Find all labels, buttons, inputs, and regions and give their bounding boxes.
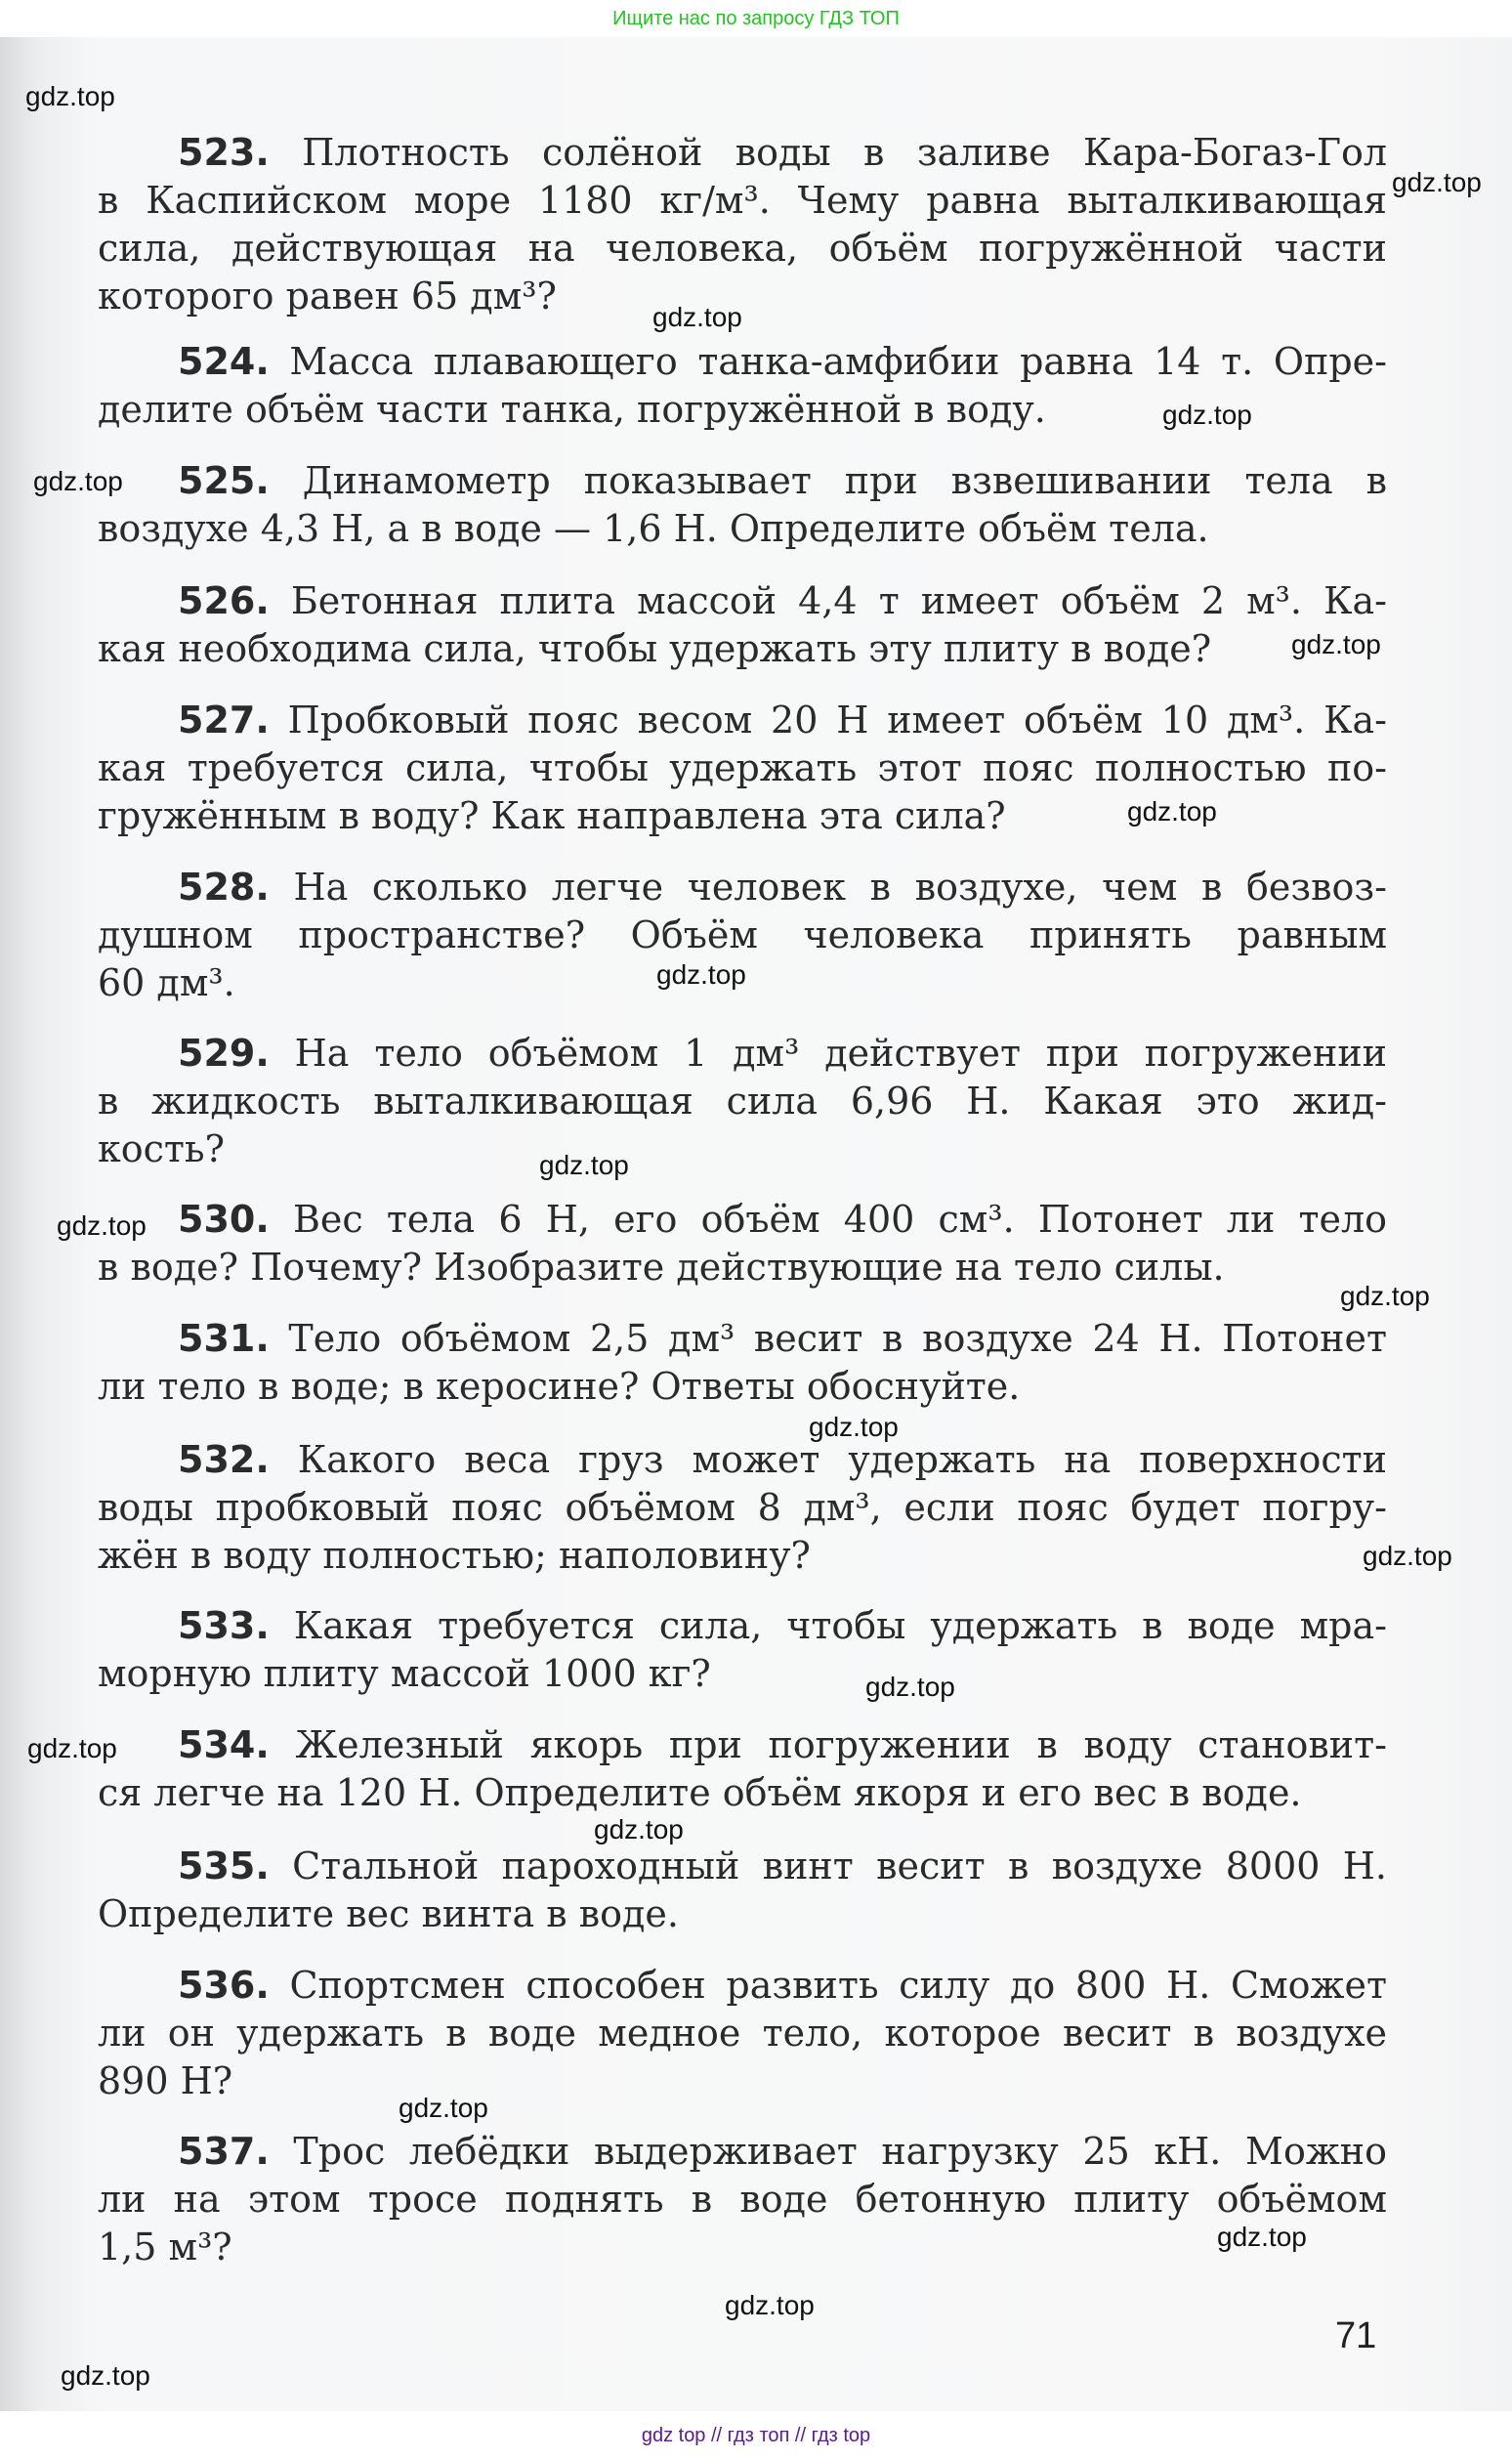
problem-number: 529. <box>178 1032 270 1075</box>
watermark: gdz.top <box>809 1412 899 1442</box>
problem-number: 532. <box>178 1438 270 1481</box>
watermark: gdz.top <box>57 1210 147 1241</box>
problem-number: 537. <box>178 2130 270 2173</box>
watermark: gdz.top <box>594 1814 684 1844</box>
problem-number: 535. <box>178 1844 270 1887</box>
problem-528: 528. На сколько легче человек в воздухе, чем в безвоз- душном пространстве? Объём человека принять равным 60 дм³. <box>98 866 1387 1004</box>
problem-number: 525. <box>178 459 270 502</box>
problem-530: 530. Вес тела 6 Н, его объём 400 см³. Потонет ли тело в воде? Почему? Изобразите действующие на тело силы. <box>98 1198 1387 1289</box>
problem-527: 527. Пробковый пояс весом 20 Н имеет объём 10 дм³. Ка- кая требуется сила, чтобы удержать этот пояс полностью по- гружённым в воду? Как направлена эта сила? <box>98 699 1387 837</box>
problem-523: 523. Плотность солёной воды в заливе Кара-Богаз-Гол в Каспийском море 1180 кг/м³. Чему равна выталкивающая сила, действующая на человека, объём погружённой части которого равен 65 дм³? <box>98 131 1387 318</box>
problem-533: 533. Какая требуется сила, чтобы удержать в воде мра- морную плиту массой 1000 кг? <box>98 1604 1387 1695</box>
watermark: gdz.top <box>1217 2222 1307 2252</box>
watermark: gdz.top <box>1291 629 1381 659</box>
problem-535: 535. Стальной пароходный винт весит в воздухе 8000 Н. Определите вес винта в воде. <box>98 1844 1387 1935</box>
watermark: gdz.top <box>1363 1541 1452 1571</box>
watermark: gdz.top <box>865 1672 955 1702</box>
top-banner: Ищите нас по запросу ГДЗ ТОП <box>612 8 900 29</box>
watermark: gdz.top <box>27 1733 117 1763</box>
problem-number: 536. <box>178 1964 270 2007</box>
watermark: gdz.top <box>656 959 746 990</box>
page-number: 71 <box>1335 2315 1377 2356</box>
watermark: gdz.top <box>539 1150 629 1180</box>
problem-number: 528. <box>178 866 270 909</box>
problem-number: 533. <box>178 1604 270 1647</box>
watermark: gdz.top <box>1162 400 1252 430</box>
watermark: gdz.top <box>61 2360 150 2391</box>
problem-number: 526. <box>178 579 270 622</box>
watermark: gdz.top <box>33 466 123 496</box>
problem-number: 534. <box>178 1723 270 1766</box>
watermark: gdz.top <box>25 81 115 111</box>
watermark: gdz.top <box>725 2290 815 2320</box>
problem-number: 530. <box>178 1198 270 1241</box>
watermark: gdz.top <box>1127 796 1217 827</box>
problem-number: 527. <box>178 699 270 742</box>
watermark: gdz.top <box>652 302 742 332</box>
problem-531: 531. Тело объёмом 2,5 дм³ весит в воздухе 24 Н. Потонет ли тело в воде; в керосине? Ответы обоснуйте. <box>98 1317 1387 1408</box>
watermark: gdz.top <box>1392 167 1482 197</box>
watermark: gdz.top <box>399 2093 488 2123</box>
problem-537: 537. Трос лебёдки выдерживает нагрузку 25 кН. Можно ли на этом тросе поднять в воде бетонную плиту объёмом 1,5 м³? <box>98 2130 1387 2268</box>
problem-536: 536. Спортсмен способен развить силу до 800 Н. Сможет ли он удержать в воде медное тело, которое весит в воздухе 890 Н? <box>98 1964 1387 2102</box>
problem-number: 524. <box>178 340 270 383</box>
watermark: gdz.top <box>1340 1281 1430 1311</box>
problem-526: 526. Бетонная плита массой 4,4 т имеет объём 2 м³. Ка- кая необходима сила, чтобы удержать эту плиту в воде? <box>98 579 1387 670</box>
problem-534: 534. Железный якорь при погружении в воду становит- ся легче на 120 Н. Определите объём якоря и его вес в воде. <box>98 1723 1387 1814</box>
problem-532: 532. Какого веса груз может удержать на поверхности воды пробковый пояс объёмом 8 дм³, если пояс будет погру- жён в воду полностью; наполовину? <box>98 1438 1387 1577</box>
problem-525: 525. Динамометр показывает при взвешивании тела в воздухе 4,3 Н, а в воде — 1,6 Н. Определите объём тела. <box>98 459 1387 550</box>
problem-number: 531. <box>178 1317 270 1360</box>
problem-524: 524. Масса плавающего танка-амфибии равна 14 т. Опре- делите объём части танка, погружённой в воду. <box>98 340 1387 431</box>
bottom-banner: gdz top // гдз топ // гдз top <box>641 2425 871 2446</box>
problem-number: 523. <box>178 131 270 174</box>
problem-529: 529. На тело объёмом 1 дм³ действует при погружении в жидкость выталкивающая сила 6,96 Н. Какая это жид- кость? <box>98 1032 1387 1170</box>
